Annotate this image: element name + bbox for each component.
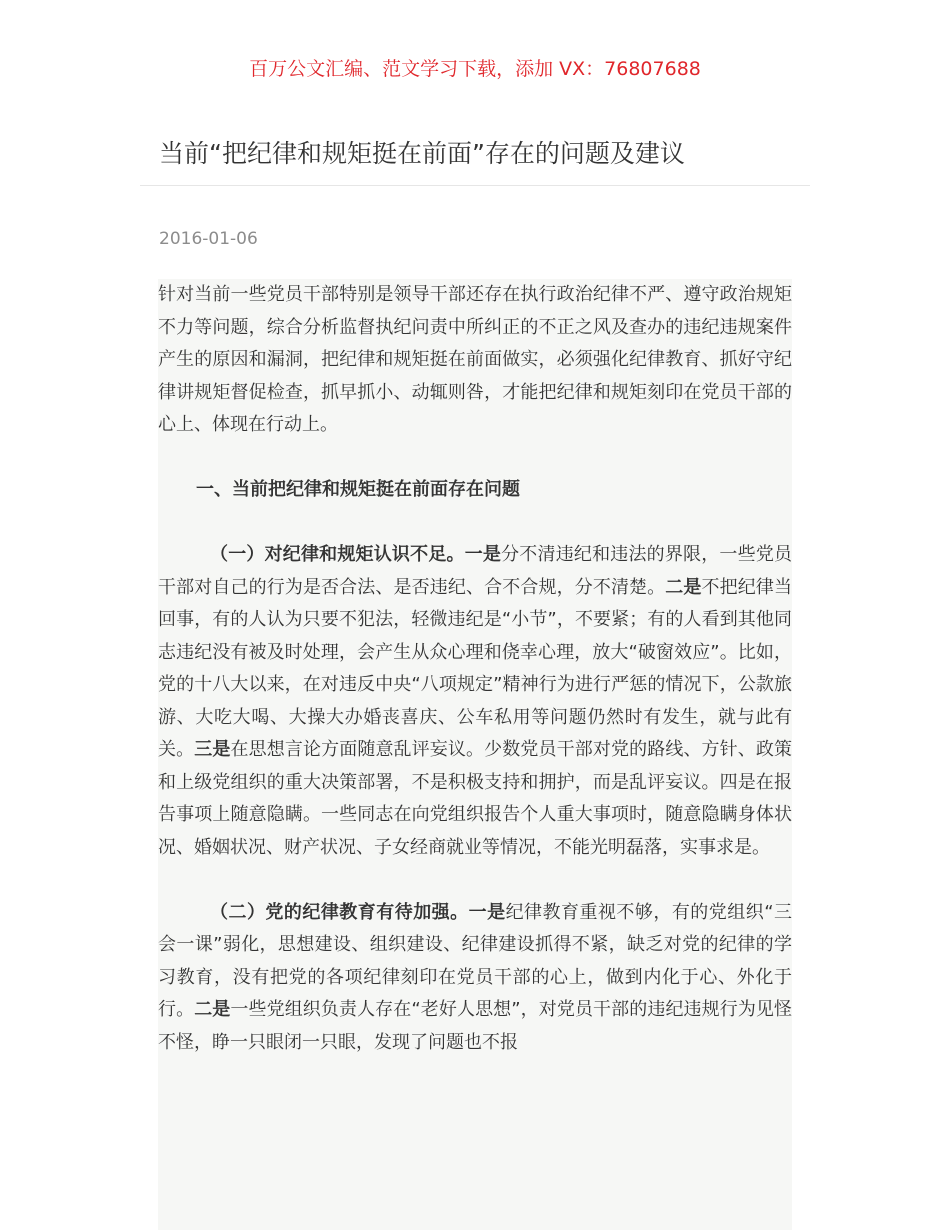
intro-paragraph: 针对当前一些党员干部特别是领导干部还存在执行政治纪律不严、遵守政治规矩不力等问题，综合分析监督执纪问责中所纠正的不正之风及查办的违纪违规案件产生的原因和漏洞，把纪律和规矩挺在前面做实，必须强化纪律教育、抓好守纪律讲规矩督促检查，抓早抓小、动辄则咎，才能把纪律和规矩刻印在党员干部的心上、体现在行动上。: [158, 284, 792, 435]
point-marker: 一是: [464, 544, 502, 565]
subsection-1-paragraph: [158, 539, 792, 864]
section-heading: 一、当前把纪律和规矩挺在前面存在问题: [196, 479, 520, 500]
point-marker: 二是: [194, 999, 231, 1020]
article-date: 2016-01-06: [159, 229, 258, 249]
subsection-2-heading: （二）党的纪律教育有待加强。: [210, 901, 469, 923]
point-text: 分不清违纪和违法的界限，一些党员干部对自己的行为是否合法、是否违纪、合不合规，分不清楚。: [158, 544, 792, 598]
point-text: 不把纪律当回事，有的人认为只要不犯法，轻微违纪是“小节”，不要紧；有的人看到其他同志违纪没有被及时处理，会产生从众心理和侥幸心理，放大“破窗效应”。比如，党的十八大以来，在对违反中央“八项规定”精神行为进行严惩的情况下，公款旅游、大吃大喝、大操大办婚丧喜庆、公车私用等问题仍然时有发生，就与此有关。: [158, 576, 792, 760]
paragraph-gap: [158, 864, 792, 897]
article-body: [158, 279, 792, 1230]
download-banner: 百万公文汇编、范文学习下载，添加 VX：76807688: [249, 58, 701, 80]
point-text: 纪律教育重视不够，有的党组织“三会一课”弱化，思想建设、组织建设、纪律建设抓得不紧，缺乏对党的纪律的学习教育，没有把党的各项纪律刻印在党员干部的心上，做到内化于心、外化于行。: [158, 901, 792, 1020]
paragraph-gap: [158, 442, 792, 475]
point-marker: 二是: [665, 576, 702, 598]
subsection-2-paragraph: [158, 897, 792, 1060]
paragraph-gap: [158, 507, 792, 540]
point-marker: 一是: [468, 901, 506, 923]
subsection-1-heading: （一）对纪律和规矩认识不足。: [210, 544, 465, 565]
point-marker: 三是: [194, 739, 231, 760]
point-text: 一些党组织负责人存在“老好人思想”，对党员干部的违纪违规行为见怪不怪，睁一只眼闭一只眼，发现了问题也不报: [158, 999, 792, 1053]
title-divider: [140, 185, 810, 186]
point-text: 在思想言论方面随意乱评妄议。少数党员干部对党的路线、方针、政策和上级党组织的重大决策部署，不是积极支持和拥护，而是乱评妄议。四是在报告事项上随意隐瞒。一些同志在向党组织报告个人重大事项时，随意隐瞒身体状况、婚姻状况、财产状况、子女经商就业等情况，不能光明磊落，实事求是。: [158, 739, 792, 858]
article-title: 当前“把纪律和规矩挺在前面”存在的问题及建议: [159, 139, 685, 168]
